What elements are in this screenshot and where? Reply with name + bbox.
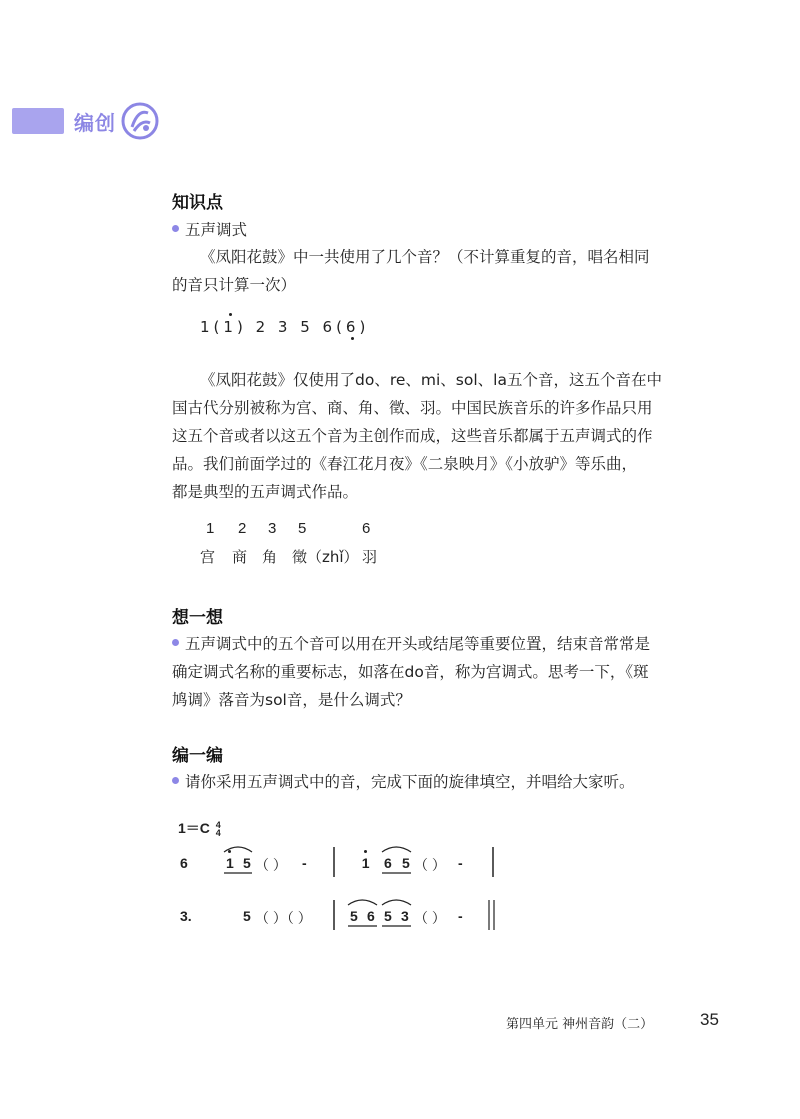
think-line: 确定调式名称的重要标志，如落在do音，称为宫调式。思考一下，《斑 — [172, 663, 649, 681]
page-number: 35 — [700, 1010, 719, 1029]
note: 5 — [384, 908, 392, 924]
scale-name: 宫 — [200, 548, 216, 566]
notes-used: 1(1) 2 3 5 6(6) — [200, 318, 370, 336]
scale-number: 6 — [362, 520, 371, 537]
dash: - — [302, 855, 307, 871]
key-text: 1＝C — [178, 820, 210, 836]
para2-line: 品。我们前面学过的《春江花月夜》《二泉映月》《小放驴》等乐曲， — [172, 455, 638, 473]
note: 1 — [361, 855, 370, 871]
note: 6 — [384, 855, 392, 871]
slur — [382, 900, 411, 905]
think-line: 鸠调》落音为sol音，是什么调式？ — [172, 691, 411, 709]
slur — [382, 847, 411, 852]
knowledge-heading: 知识点 — [172, 193, 223, 213]
scale-name: 角 — [262, 548, 278, 566]
para2-line: 国古代分别被称为宫、商、角、徵、羽。中国民族音乐的许多作品只用 — [172, 399, 653, 417]
scale-number: 5 — [298, 520, 307, 537]
time-top: 4 — [215, 820, 221, 831]
note: 5 — [402, 855, 410, 871]
scale-name: 羽 — [362, 548, 378, 566]
para2-line: 这五个音或者以这五个音为主创作而成，这些音乐都属于五声调式的作 — [172, 427, 653, 445]
para2-line: 都是典型的五声调式作品。 — [172, 483, 359, 501]
think-line-text: 五声调式中的五个音可以用在开头或结尾等重要位置，结束音常常是 — [185, 635, 651, 653]
bullet-label: 五声调式 — [185, 221, 248, 239]
note: 3 — [401, 908, 409, 924]
scale-name: 商 — [232, 548, 248, 566]
note: 5 — [243, 855, 251, 871]
note: 5 — [350, 908, 358, 924]
knowledge-para1-line2: 的音只计算一次） — [172, 276, 297, 294]
scale-number: 1 — [206, 520, 215, 537]
dash: - — [458, 908, 463, 924]
knowledge-para1-line1: 《凤阳花鼓》中一共使用了几个音？（不计算重复的音，唱名相同 — [200, 248, 650, 266]
note: 5 — [243, 908, 251, 924]
scale-number: 2 — [238, 520, 247, 537]
note-high-do: 1 — [223, 318, 237, 336]
note: 1 — [226, 855, 234, 871]
slur — [224, 847, 252, 852]
note: 3. — [180, 908, 192, 924]
scale-name: 徵（zhǐ） — [292, 548, 359, 566]
blank[interactable]: （ ） — [414, 910, 446, 926]
note: 6 — [367, 908, 375, 924]
time-bottom: 4 — [215, 828, 221, 839]
note-low-la: 6 — [345, 318, 360, 336]
para2-line: 《凤阳花鼓》仅使用了do、re、mi、sol、la五个音，这五个音在中 — [200, 371, 662, 389]
footer-unit: 第四单元 神州音韵（二） — [506, 1017, 654, 1032]
blank[interactable]: （ ） — [255, 857, 287, 873]
notes-middle: 2 3 5 6 — [255, 318, 337, 336]
instruction-text: 请你采用五声调式中的音，完成下面的旋律填空，并唱给大家听。 — [185, 773, 635, 791]
compose-heading: 编一编 — [172, 746, 223, 766]
note: 6 — [180, 855, 188, 871]
scale-number: 3 — [268, 520, 277, 537]
blank[interactable]: （ ）（ ） — [255, 910, 312, 926]
slur — [348, 900, 377, 905]
think-heading: 想一想 — [172, 608, 223, 628]
note-do: 1 — [200, 318, 214, 336]
banner-title: 编创 — [74, 110, 116, 135]
dash: - — [458, 855, 463, 871]
blank[interactable]: （ ） — [414, 857, 446, 873]
